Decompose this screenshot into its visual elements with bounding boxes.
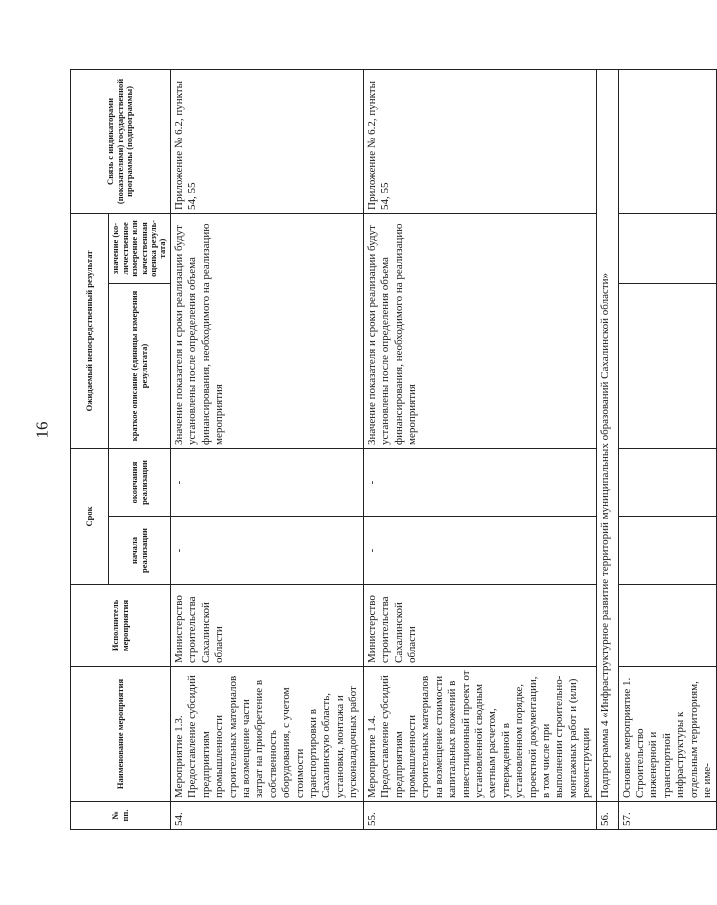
row-executor: Министерство строительства Сахалинской области	[171, 585, 364, 667]
header-executor: Исполнитель мероприятия	[71, 585, 171, 667]
table-row	[171, 69, 364, 829]
page-number: 16	[32, 421, 52, 439]
row-num: 57.	[618, 802, 717, 830]
header-term-end: окончания реализации	[109, 448, 171, 516]
row-result-value-empty	[618, 213, 717, 283]
row-num: 56.	[596, 802, 618, 830]
header-name: Наименование мероприятия	[71, 667, 171, 802]
row-start: -	[363, 517, 596, 585]
row-start-empty	[618, 517, 717, 585]
row-executor: Министерство строительства Сахалинской области	[363, 585, 596, 667]
header-term-start: начала реализации	[109, 517, 171, 585]
row-executor-empty	[618, 585, 717, 667]
row-name: Мероприятие 1.4. Предоставление субсидий предприятиям промышленности строительных материалов на возмещение стоимости капитальных вложений в инвестиционный проект от установленной сводным сметным расчетом, утвержденной в установленном порядке, проектной документации, в том числе при выполнении строительно-монтажных работ и (или) реконструкции	[363, 667, 596, 802]
row-end-empty	[618, 448, 717, 516]
header-num: № пп.	[71, 802, 171, 830]
row-link: Приложение № 6.2, пункты 54, 55	[171, 69, 364, 213]
header-result-value: значение (ко-личественное измерение или качественная оценка резуль-тата)	[109, 213, 171, 283]
table-row	[618, 69, 717, 829]
measures-table	[70, 69, 717, 830]
row-start: -	[171, 517, 364, 585]
row-link: Приложение № 6.2, пункты 54, 55	[363, 69, 596, 213]
header-term: Срок	[71, 448, 109, 584]
subprogram-row	[596, 69, 618, 829]
table-row	[363, 69, 596, 829]
row-num: 55.	[363, 802, 596, 830]
rotated-table-container	[70, 70, 714, 830]
row-link-empty	[618, 69, 717, 213]
row-end: -	[171, 448, 364, 516]
row-result-desc-empty	[618, 283, 717, 448]
subprogram-title: Подпрограмма 4 «Инфраструктурное развитие территорий муниципальных образований Сахалинской области»	[596, 69, 618, 801]
row-result-desc: Значение показателя и сроки реализации будут установлены после определения объема финансирования, необходимого на реализацию мероприятия	[171, 213, 364, 448]
row-name: Основное мероприятие 1. Строительство инженерной и транспортной инфраструктуры к отдельным территориям, не име-	[618, 667, 717, 802]
header-result: Ожидаемый непосредственный результат	[71, 213, 109, 448]
row-end: -	[363, 448, 596, 516]
row-num: 54.	[171, 802, 364, 830]
row-name: Мероприятие 1.3. Предоставление субсидий предприятиям промышленности строительных материалов на возмещение части затрат на приобретение в собственность оборудования, с учетом стоимости транспортировки в Сахалинскую область, установки, монтажа и пусконаладочных работ	[171, 667, 364, 802]
row-result-desc: Значение показателя и сроки реализации будут установлены после определения объема финансирования, необходимого на реализацию мероприятия	[363, 213, 596, 448]
header-link: Связь с индикаторами (показателями) государственной программы (подпрограммы)	[71, 69, 171, 213]
header-result-desc: краткое описание (единицы измерения результата)	[109, 283, 171, 448]
